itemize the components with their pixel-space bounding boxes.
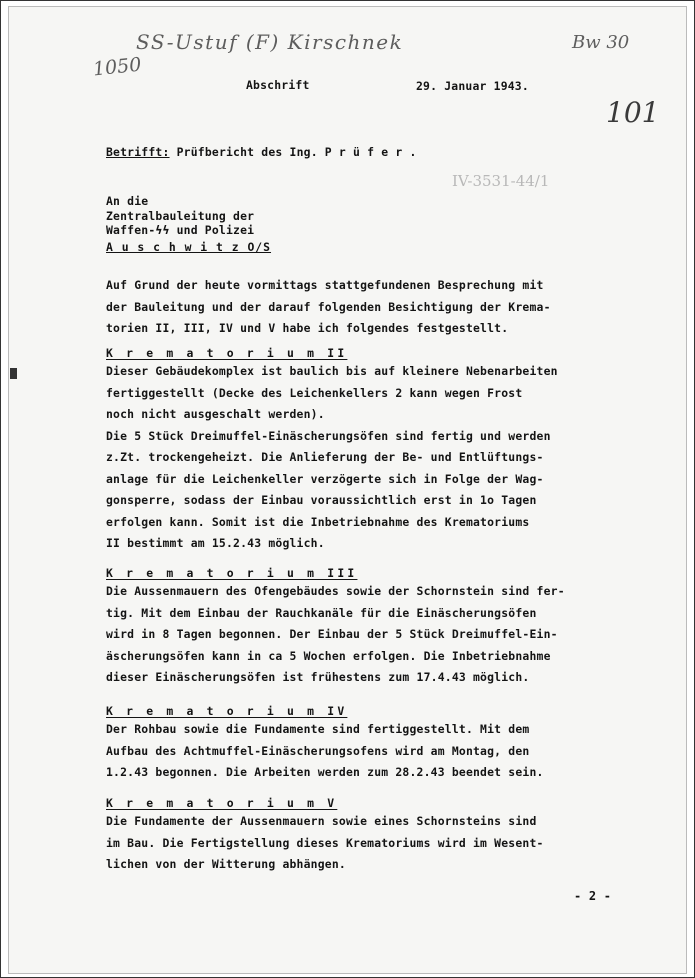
subject-text: Prüfbericht des Ing. P r ü f e r . [176, 145, 417, 159]
address-line-3: Waffen-ϟϟ und Polizei [106, 223, 255, 238]
section-line: Der Rohbau sowie die Fundamente sind fertiggestellt. Mit dem [106, 722, 530, 736]
section-krematorium-3 [106, 565, 666, 689]
section-line: gonsperre, sodass der Einbau voraussichtlich erst in 1o Tagen [106, 493, 537, 507]
address-line-2: Zentralbauleitung der [106, 208, 255, 223]
address-line-1: An die [106, 194, 149, 208]
handwritten-number-left: 1050 [91, 53, 143, 81]
address-line-4: A u s c h w i t z O/S [106, 239, 272, 254]
section-krematorium-4 [106, 703, 666, 784]
section-line: fertiggestellt (Decke des Leichenkellers 2 kann wegen Frost [106, 385, 523, 400]
section-krematorium-2 [106, 345, 666, 555]
handwritten-folio-number: 101 [606, 96, 660, 129]
section-line: z.Zt. trockengeheizt. Die Anlieferung der Be- und Entlüftungs- [106, 450, 544, 464]
section-line: wird in 8 Tagen begonnen. Der Einbau der 5 Stück Dreimuffel-Ein- [106, 627, 558, 641]
section-heading: K r e m a t o r i u m II [106, 346, 348, 360]
intro-line: torien II, III, IV und V habe ich folgendes festgestellt. [106, 321, 509, 335]
section-line: II bestimmt am 15.2.43 möglich. [106, 536, 325, 550]
section-heading: K r e m a t o r i u m V [106, 796, 338, 810]
section-line: noch nicht ausgeschalt werden). [106, 407, 325, 421]
intro-line: der Bauleitung und der darauf folgenden Besichtigung der Krema- [106, 299, 551, 314]
section-line: dieser Einäscherungsöfen ist frühestens zum 17.4.43 möglich. [106, 670, 530, 684]
margin-mark [10, 368, 17, 379]
section-line: erfolgen kann. Somit ist die Inbetriebnahme des Krematoriums [106, 514, 530, 529]
intro-line: Auf Grund der heute vormittags stattgefundenen Besprechung mit [106, 278, 544, 292]
section-line: Dieser Gebäudekomplex ist baulich bis auf kleinere Nebenarbeiten [106, 364, 558, 378]
subject-label: Betrifft: [106, 145, 170, 159]
section-krematorium-5 [106, 795, 666, 876]
section-line: Die 5 Stück Dreimuffel-Einäscherungsöfen sind fertig und werden [106, 428, 551, 443]
section-line: Aufbau des Achtmuffel-Einäscherungsofens wird am Montag, den [106, 743, 530, 758]
intro-paragraph [106, 275, 666, 340]
section-heading: K r e m a t o r i u m IV [106, 704, 348, 718]
document-date: 29. Januar 1943. [416, 79, 529, 93]
page-continuation-marker: - 2 - [574, 889, 612, 903]
section-line: im Bau. Die Fertigstellung dieses Krematoriums wird im Wesent- [106, 835, 544, 850]
section-line: tig. Mit dem Einbau der Rauchkanäle für die Einäscherungsöfen [106, 605, 537, 620]
subject-line [106, 145, 417, 159]
faint-stamp-code: IV-3531-44/1 [452, 172, 550, 190]
section-line: Die Fundamente der Aussenmauern sowie eines Schornsteins sind [106, 814, 537, 828]
address-block [106, 194, 666, 254]
section-heading: K r e m a t o r i u m III [106, 566, 358, 580]
section-line: anlage für die Leichenkeller verzögerte sich in Folge der Wag- [106, 471, 544, 486]
handwritten-note-top-right: Bw 30 [572, 32, 630, 53]
section-line: lichen von der Witterung abhängen. [106, 857, 346, 871]
document-title: Abschrift [246, 78, 310, 92]
section-line: äscherungsöfen kann in ca 5 Wochen erfolgen. Die Inbetriebnahme [106, 648, 551, 663]
section-line: Die Aussenmauern des Ofengebäudes sowie der Schornstein sind fer- [106, 584, 565, 598]
section-line: 1.2.43 begonnen. Die Arbeiten werden zum 28.2.43 beendet sein. [106, 765, 544, 779]
handwritten-note-top: SS-Ustuf (F) Kirschnek [136, 30, 404, 54]
